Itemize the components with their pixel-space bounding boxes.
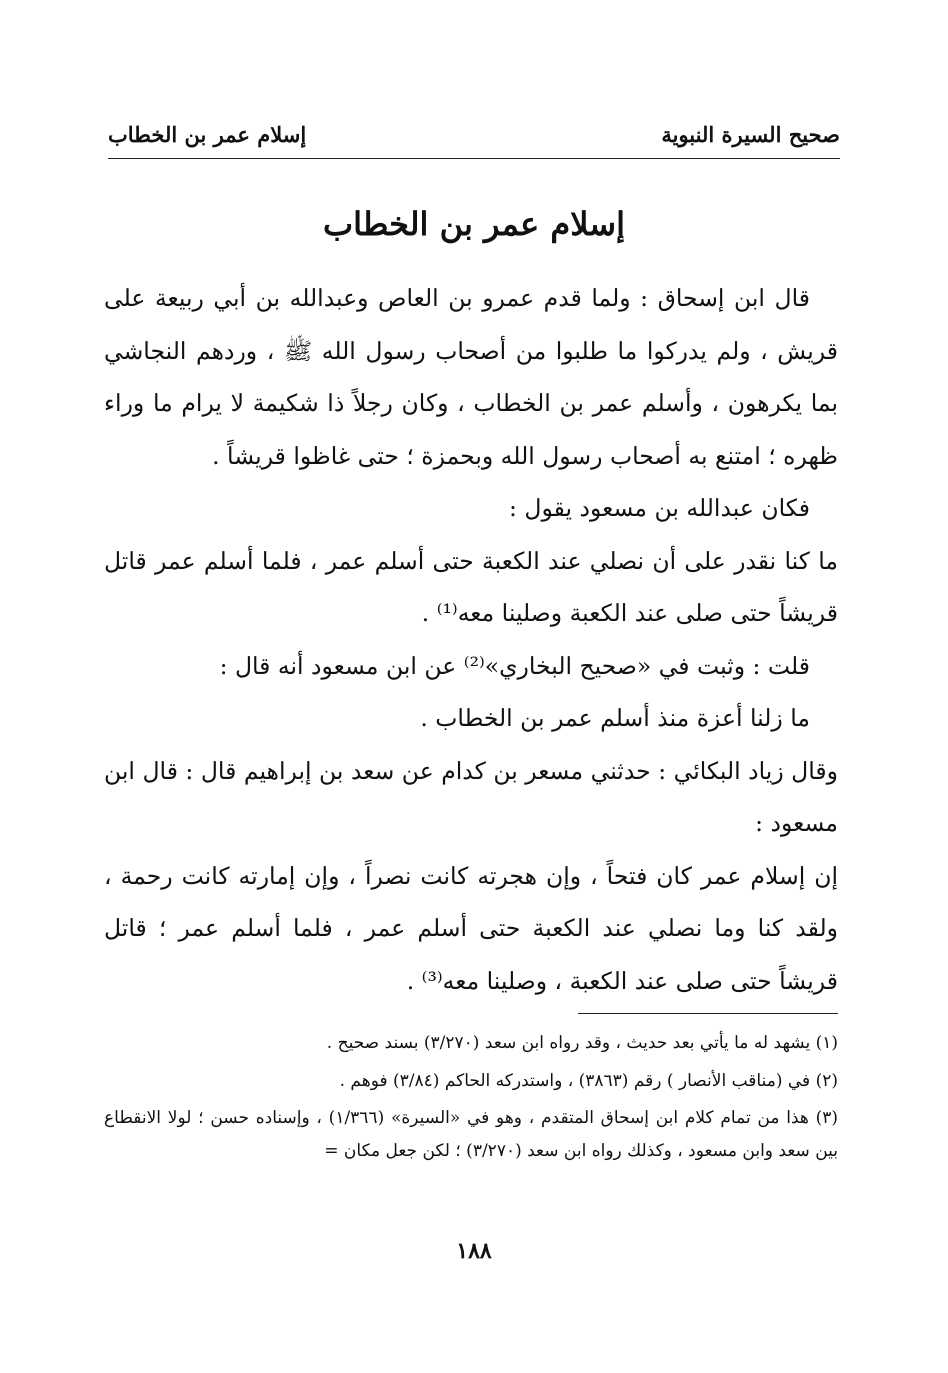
quote-paragraph: ما زلنا أعزة منذ أسلم عمر بن الخطاب .: [420, 704, 810, 732]
footnote-3: (٣) هذا من تمام كلام ابن إسحاق المتقدم ، وهو في «السيرة» (١/٣٦٦) ، وإسناده حسن ؛ لولا الانقطاع بين سعد وابن مسعود ، وكذلك رواه ابن سعد (٣/٢٧٠) ؛ لكن جعل مكان =: [104, 1108, 839, 1161]
chapter-title: إسلام عمر بن الخطاب: [323, 205, 625, 243]
quote-paragraph: ما كنا نقدر على أن نصلي عند الكعبة حتى أسلم عمر ، فلما أسلم عمر قاتل قريشاً حتى صلى عند الكعبة وصلينا معه⁽¹⁾ .: [104, 546, 838, 627]
paragraph: قلت : وثبت في «صحيح البخاري»⁽²⁾ عن ابن مسعود أنه قال :: [219, 651, 810, 680]
footnotes: [104, 1026, 838, 1172]
paragraph: وقال زياد البكائي : حدثني مسعر بن كدام عن سعد بن إبراهيم قال : قال ابن مسعود :: [104, 756, 838, 837]
footnote-1: (١) يشهد له ما يأتي بعد حديث ، وقد رواه ابن سعد (٣/٢٧٠) بسند صحيح .: [326, 1033, 838, 1053]
paragraph: قال ابن إسحاق : ولما قدم عمرو بن العاص وعبدالله بن أبي ربيعة على قريش ، ولم يدركوا ما طلبوا من أصحاب رسول الله ﷺ ، وردهم النجاشي بما يكرهون ، وأسلم عمر بن الخطاب ، وكان رجلاً ذا شكيمة لا يرام ما وراء ظهره ؛ امتنع به أصحاب رسول الله وبحمزة ؛ حتى غاظوا قريشاً .: [104, 284, 838, 470]
page-number: ١٨٨: [456, 1238, 492, 1264]
running-header: [108, 118, 840, 154]
header-divider: [108, 158, 840, 159]
book-title-header: صحيح السيرة النبوية: [661, 122, 840, 147]
chapter-title-header: إسلام عمر بن الخطاب: [108, 122, 307, 147]
footnote-divider: [578, 1013, 838, 1014]
footnote-2: (٢) في (مناقب الأنصار ) رقم (٣٨٦٣) ، واستدركه الحاكم (٣/٨٤) فوهم .: [339, 1071, 838, 1091]
paragraph: فكان عبدالله بن مسعود يقول :: [509, 494, 810, 522]
main-text: [104, 272, 838, 1007]
quote-paragraph: إن إسلام عمر كان فتحاً ، وإن هجرته كانت نصراً ، وإن إمارته كانت رحمة ، ولقد كنا وما نصلي عند الكعبة حتى أسلم عمر ، فلما أسلم عمر ؛ قاتل قريشاً حتى صلى عند الكعبة ، وصلينا معه⁽³⁾ .: [104, 861, 838, 995]
